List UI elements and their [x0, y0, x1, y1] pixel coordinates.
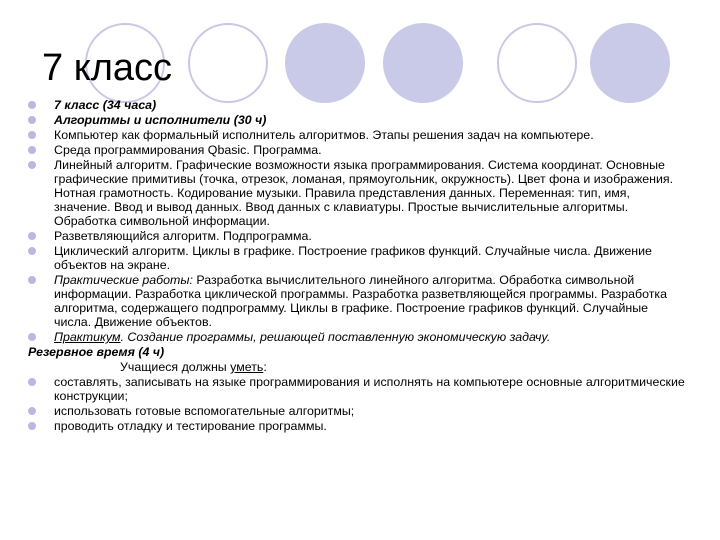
reserve-time: Резервное время (4 ч): [28, 345, 165, 359]
list-item-text: . Создание программы, решающей поставленную экономическую задачу.: [120, 330, 551, 344]
slide-title: 7 класс: [42, 47, 173, 89]
bullet-icon: [28, 422, 36, 430]
skill-text: проводить отладку и тестирование программы.: [54, 419, 327, 433]
bullet-icon: [28, 247, 36, 255]
list-item-text: Разработка вычислительного линейного алгоритма. Обработка символьной информации. Разработка циклической программы. Разработка разветвляющейся программы. Разработка алгоритма, содержащего подпрограмму. Циклы в графике. Построение графиков функций. Случайные числа. Движение объектов.: [54, 273, 667, 329]
bullet-icon: [28, 276, 36, 284]
bullet-icon: [28, 131, 36, 139]
list-item: [28, 158, 688, 228]
students-word: уметь: [230, 360, 264, 374]
list-item-text: Разветвляющийся алгоритм. Подпрограмма.: [54, 229, 312, 243]
bullet-icon: [28, 116, 36, 124]
list-item: [28, 375, 688, 403]
students-suffix: :: [263, 360, 267, 374]
bullet-icon: [28, 333, 36, 341]
list-item: [28, 419, 688, 433]
list-item: [28, 98, 688, 112]
list-item: [28, 244, 688, 272]
list-item: [28, 273, 688, 329]
bullet-icon: [28, 146, 36, 154]
decor-circle: [285, 23, 365, 103]
decor-circle: [590, 23, 670, 103]
students-line: [28, 360, 688, 374]
list-item-text: Компьютер как формальный исполнитель алгоритмов. Этапы решения задач на компьютере.: [54, 128, 594, 142]
practical-label: Практические работы:: [54, 273, 193, 287]
bullet-icon: [28, 407, 36, 415]
bullet-icon: [28, 232, 36, 240]
bullet-icon: [28, 378, 36, 386]
section-heading: Алгоритмы и исполнители (30 ч): [54, 113, 267, 127]
slide-body: [28, 98, 688, 434]
course-heading: 7 класс (34 часа): [54, 98, 157, 112]
skill-text: использовать готовые вспомогательные алгоритмы;: [54, 404, 355, 418]
list-item: [28, 113, 688, 127]
students-prefix: Учащиеся должны: [120, 360, 231, 374]
list-item: [28, 404, 688, 418]
bullet-icon: [28, 161, 36, 169]
skill-text: составлять, записывать на языке программирования и исполнять на компьютере основные алгоритмические конструкции;: [54, 375, 685, 403]
list-item-text: Среда программирования Qbasic. Программа.: [54, 143, 322, 157]
list-item: [28, 229, 688, 243]
practicum-label: Практикум: [54, 330, 121, 344]
list-item: [28, 143, 688, 157]
bullet-icon: [28, 101, 36, 109]
list-item: [28, 128, 688, 142]
list-item-text: Циклический алгоритм. Циклы в графике. Построение графиков функций. Случайные числа. Движение объектов на экране.: [54, 244, 652, 272]
list-item: [28, 330, 688, 344]
decor-circle: [383, 23, 463, 103]
decor-circle: [188, 23, 268, 103]
list-item-text: Линейный алгоритм. Графические возможности языка программирования. Система координат. Основные графические примитивы (точка, отрезок, ломаная, прямоугольник, окружность). Цвет фона и изображения. Нотная грамотность. Кодирование музыки. Правила представления данных. Переменная: тип, имя, значение. Ввод и вывод данных. Ввод данных с клавиатуры. Простые вычислительные алгоритмы. Обработка символьной информации.: [54, 158, 674, 228]
decor-circle: [497, 23, 577, 103]
